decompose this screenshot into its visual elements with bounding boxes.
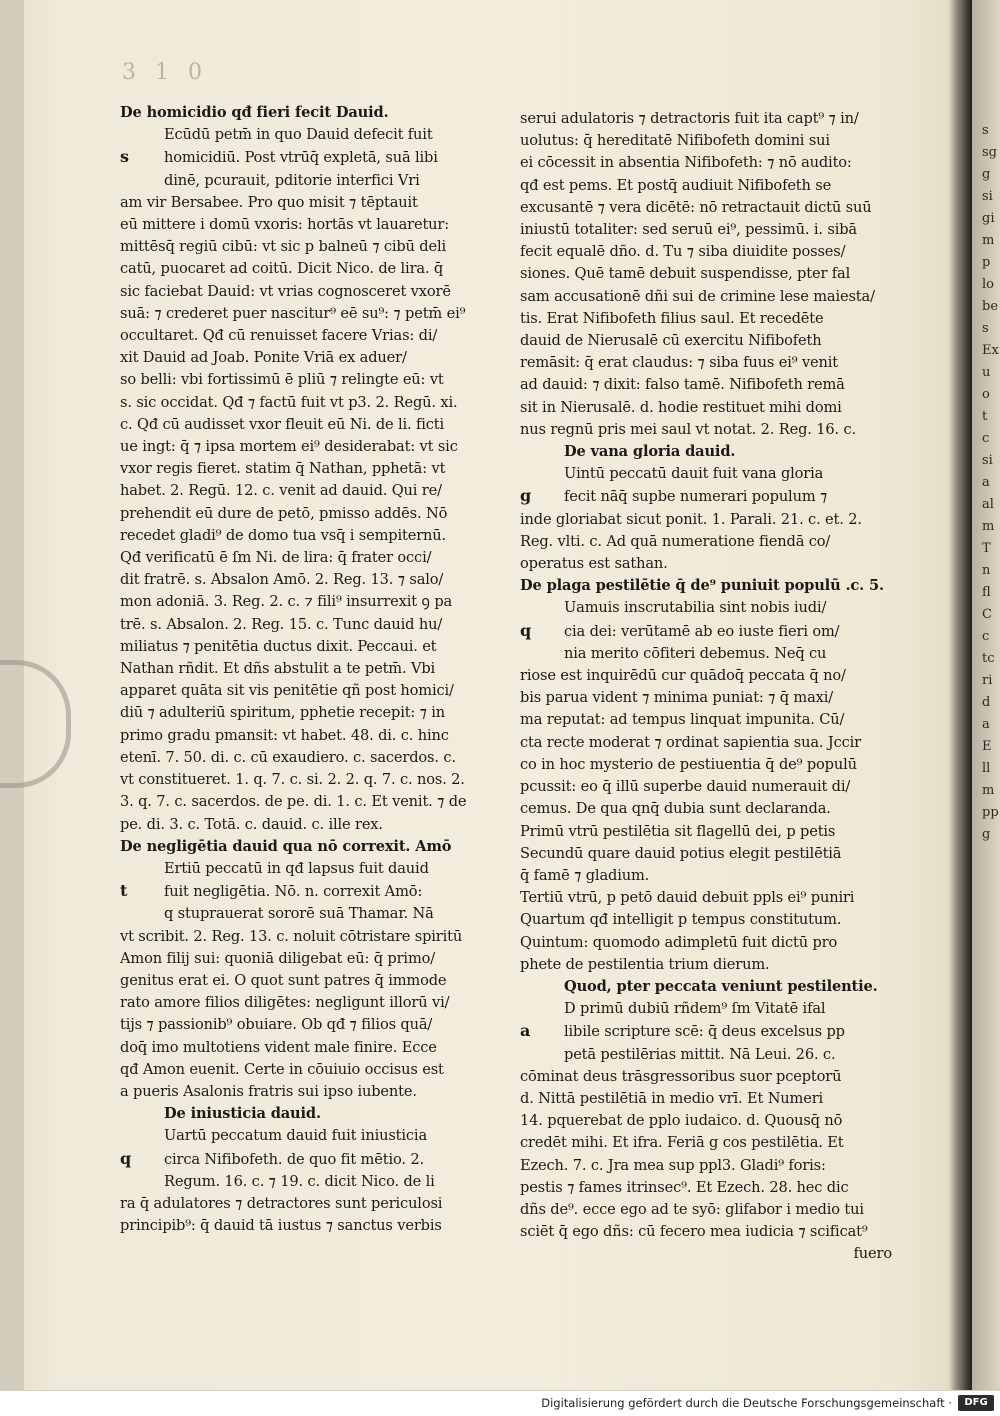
text-line bbox=[120, 1148, 508, 1171]
text-line: dauid de Nierusalē cū exercitu Nifibofeth bbox=[520, 332, 822, 350]
text-line: mon adoniā. 3. Reg. 2. c. ⁊ fili⁹ insurrexit ꝯ pa bbox=[120, 593, 453, 611]
text-line: pe. di. 3. c. Totā. c. dauid. c. ille rex. bbox=[120, 815, 383, 833]
text-line: Tertiū vtrū, p petō dauid debuit ppls ei⁹ puniri bbox=[520, 889, 855, 907]
text-line: Reg. vlti. c. Ad quā numeratione fiendā co/ bbox=[520, 532, 831, 550]
facing-page-fragment: al bbox=[982, 497, 994, 512]
text-line: tis. Erat Nifibofeth filius saul. Et recedēte bbox=[520, 309, 824, 327]
text-line: diū ⁊ adulteriū spiritum, pphetie recepit: ⁊ in bbox=[120, 704, 446, 722]
guide-letter: q bbox=[520, 620, 532, 640]
spine-shadow bbox=[948, 0, 972, 1390]
text-line: eū mittere i domū vxoris: hortās vt lauaretur: bbox=[120, 216, 449, 234]
text-line: phete de pestilentia trium dierum. bbox=[520, 955, 770, 973]
text-line: c. Qđ cū audisset vxor fleuit eū Ni. de li. ficti bbox=[120, 415, 445, 433]
facing-page-fragment: t bbox=[982, 409, 988, 424]
text-line: operatus est sathan. bbox=[520, 555, 668, 573]
text-line: Ertiū peccatū in qđ lapsus fuit dauid bbox=[164, 859, 429, 877]
text-line: vxor regis fieret. statim q̄ Nathan, pphetā: vt bbox=[120, 460, 446, 478]
text-line: ra q̄ adulatores ⁊ detractores sunt periculosi bbox=[120, 1194, 443, 1212]
facing-page-fragment: o bbox=[982, 387, 990, 402]
text-line: cemus. De qua qnq̄ dubia sunt declaranda. bbox=[520, 800, 831, 818]
facing-page-fragment: a bbox=[982, 717, 990, 732]
text-line: Amon filij sui: quoniā diligebat eū: q̄ primo/ bbox=[120, 949, 436, 967]
text-line: D primū dubiū rñdem⁹ ſm Vitatē ifal bbox=[564, 1000, 826, 1018]
facing-page-fragment: d bbox=[982, 695, 991, 710]
text-line: mittēsq̄ regiū cibū: vt sic p balneū ⁊ cibū deli bbox=[120, 238, 446, 256]
footer-bar bbox=[0, 1390, 1000, 1416]
text-line bbox=[520, 485, 912, 508]
text-line: q̄ famē ⁊ gladium. bbox=[520, 866, 650, 884]
facing-page-fragment: g bbox=[982, 167, 991, 182]
facing-page-fragment: m bbox=[982, 783, 995, 798]
text-line: riose est inquirēdū cur quādoq̄ peccata q̄ no/ bbox=[520, 667, 846, 685]
text-line: primo gradu pmansit: vt habet. 48. di. c. hinc bbox=[120, 726, 449, 744]
text-line-content: homicidiū. Post vtrūq̄ expletā, suā libi bbox=[164, 149, 438, 167]
text-line: Secundū quare dauid potius elegit pestilētiā bbox=[520, 844, 842, 862]
text-line: s. sic occidat. Qđ ⁊ factū fuit vt p3. 2. Regū. xi. bbox=[120, 393, 458, 411]
text-line: q stuprauerat sororē suā Thamar. Nā bbox=[164, 905, 434, 923]
text-line: excusantē ⁊ vera dicētē: nō retractauit dictū suū bbox=[520, 198, 872, 216]
facing-page-fragment: g bbox=[982, 827, 991, 842]
text-line: fecit equalē dño. d. Tu ⁊ siba diuidite posses/ bbox=[520, 243, 846, 261]
text-line: trē. s. Absalon. 2. Reg. 15. c. Tunc dauid hu/ bbox=[120, 615, 443, 633]
text-line: habet. 2. Regū. 12. c. venit ad dauid. Qui re/ bbox=[120, 482, 442, 500]
text-line: uolutus: q̄ hereditatē Nifibofeth domini sui bbox=[520, 132, 830, 150]
text-line: inde gloriabat sicut ponit. 1. Parali. 21. c. et. 2. bbox=[520, 510, 862, 528]
folio-number: 3 1 0 bbox=[122, 60, 208, 85]
text-line: serui adulatoris ⁊ detractoris fuit ita capt⁹ ⁊ in/ bbox=[520, 110, 859, 127]
text-line: prehendit eū dure de petō, pmisso addēs. Nō bbox=[120, 504, 448, 522]
facing-page-fragment: Ex bbox=[982, 343, 999, 358]
text-line: rato amore filios diligētes: negligunt illorū vi/ bbox=[120, 994, 450, 1012]
text-line: genitus erat ei. O quot sunt patres q̄ immode bbox=[120, 971, 447, 989]
text-line: catū, puocaret ad coitū. Dicit Nico. de lira. q̄ bbox=[120, 260, 444, 278]
guide-letter: s bbox=[120, 147, 129, 167]
section-heading: De negligētia dauid qua nō correxit. Amō bbox=[120, 837, 452, 855]
text-line-content: cia dei: verūtamē ab eo iuste fieri om/ bbox=[564, 622, 840, 640]
text-line: am vir Bersabee. Pro quo misit ⁊ tēptauit bbox=[120, 193, 418, 211]
text-line: qđ est pems. Et postq̄ audiuit Nifibofeth se bbox=[520, 176, 832, 194]
section-heading: De vana gloria dauid. bbox=[564, 443, 736, 461]
text-line: cta recte moderat ⁊ ordinat sapientia sua. Jccir bbox=[520, 733, 861, 751]
text-line: iniustū totaliter: sed seruū ei⁹, pessimū. i. sibā bbox=[520, 221, 857, 239]
text-line: qđ Amon euenit. Certe in cōuiuio occisus est bbox=[120, 1060, 444, 1078]
guide-letter: t bbox=[120, 881, 128, 901]
facing-page-fragment: u bbox=[982, 365, 991, 380]
facing-page-fragment: E bbox=[982, 739, 992, 754]
text-line: fuero bbox=[853, 1245, 892, 1263]
text-line: dinē, pcurauit, pditorie interfici Vri bbox=[164, 171, 420, 189]
text-line: xit Dauid ad Joab. Ponite Vriā ex aduer/ bbox=[120, 349, 407, 367]
text-line: dit fratrē. s. Absalon Amō. 2. Reg. 13. ⁊ salo/ bbox=[120, 571, 444, 589]
facing-page-fragment: ll bbox=[982, 761, 991, 776]
facing-page-fragment: ri bbox=[982, 673, 993, 688]
text-line: ue ingt: q̄ ⁊ ipsa mortem ei⁹ desiderabat: vt sic bbox=[120, 438, 458, 456]
facing-page-fragment: m bbox=[982, 233, 995, 248]
text-line: Ecūdū petm̄ in quo Dauid defecit fuit bbox=[164, 126, 433, 144]
facing-page-fragment: n bbox=[982, 563, 991, 578]
section-heading: Quod, pter peccata veniunt pestilentie. bbox=[564, 977, 878, 995]
facing-page-fragment: c bbox=[982, 629, 990, 644]
text-line: 3. q. 7. c. sacerdos. de pe. di. 1. c. Et venit. ⁊ de bbox=[120, 793, 467, 811]
dfg-logo: DFG bbox=[958, 1395, 994, 1411]
facing-page-fragment: p bbox=[982, 255, 991, 270]
text-line-content: fuit negligētia. Nō. n. correxit Amō: bbox=[164, 883, 423, 901]
section-heading: De plaga pestilētie q̄ de⁹ puniuit populū .c. 5. bbox=[520, 577, 884, 595]
text-line: nia merito cōfiteri debemus. Neq̄ cu bbox=[564, 644, 827, 662]
facing-page-fragment: pp bbox=[982, 805, 999, 820]
text-line: Primū vtrū pestilētia sit flagellū dei, p petis bbox=[520, 822, 836, 840]
text-line: doq̄ imo multotiens vident male finire. Ecce bbox=[120, 1038, 437, 1056]
text-line: Uintū peccatū dauit fuit vana gloria bbox=[564, 465, 824, 483]
text-line: ei cōcessit in absentia Nifibofeth: ⁊ nō audito: bbox=[520, 154, 852, 172]
text-line: d. Nittā pestilētiā in medio vrī. Et Numeri bbox=[520, 1089, 824, 1107]
text-line: Quintum: quomodo adimpletū fuit dictū pro bbox=[520, 933, 838, 951]
page-clip bbox=[0, 660, 71, 788]
text-line bbox=[520, 1020, 912, 1043]
facing-page-fragment: s bbox=[982, 123, 989, 138]
text-line bbox=[120, 146, 508, 169]
text-line-content: circa Nifibofeth. de quo fit mētio. 2. bbox=[164, 1150, 424, 1168]
guide-letter: g bbox=[520, 486, 532, 506]
text-line bbox=[520, 620, 912, 643]
text-line: cōminat deus trāsgressoribus suor pceptorū bbox=[520, 1067, 842, 1085]
facing-page-fragment: s bbox=[982, 321, 989, 336]
text-line-content: fecit nāq̄ supbe numerari populum ⁊ bbox=[564, 488, 828, 506]
guide-letter: q bbox=[120, 1148, 132, 1168]
text-line: 14. pquerebat de pplo iudaico. d. Quousq̄ nō bbox=[520, 1112, 843, 1130]
text-line: dñs de⁹. ecce ego ad te syō: glifabor i medio tui bbox=[520, 1200, 864, 1218]
text-line: pestis ⁊ fames itrinsec⁹. Et Ezech. 28. hec dic bbox=[520, 1178, 849, 1196]
guide-letter: a bbox=[520, 1021, 531, 1041]
text-line: sit in Nierusalē. d. hodie restituet mihi domi bbox=[520, 398, 842, 416]
text-line bbox=[120, 880, 508, 903]
text-line: miliatus ⁊ penitētia ductus dixit. Peccaui. et bbox=[120, 637, 437, 655]
text-line: Uartū peccatum dauid fuit iniusticia bbox=[164, 1127, 428, 1145]
text-line: vt scribit. 2. Reg. 13. c. noluit cōtristare spiritū bbox=[120, 927, 463, 945]
facing-page-fragment: gi bbox=[982, 211, 995, 226]
text-line: ma reputat: ad tempus linquat impunita. Cū/ bbox=[520, 711, 845, 729]
text-line: Qđ verificatū ē ſm Ni. de lira: q̄ frater occi/ bbox=[120, 549, 432, 567]
facing-page-fragment: c bbox=[982, 431, 990, 446]
text-line: petā pestilērias mittit. Nā Leui. 26. c. bbox=[564, 1045, 836, 1063]
facing-page-fragment: T bbox=[982, 541, 991, 556]
section-heading: De homicidio qđ fieri fecit Dauid. bbox=[120, 104, 389, 121]
text-line: Quartum qđ intelligit p tempus constitutum. bbox=[520, 911, 842, 929]
text-line: principib⁹: q̄ dauid tā iustus ⁊ sanctus verbis bbox=[120, 1217, 442, 1235]
text-line-content: libile scripture scē: q̄ deus excelsus pp bbox=[564, 1023, 845, 1041]
text-line: sic faciebat Dauid: vt vrias cognosceret vxorē bbox=[120, 282, 451, 300]
text-line: sam accusationē dñi sui de crimine lese maiesta/ bbox=[520, 287, 875, 305]
facing-page-fragment: a bbox=[982, 475, 990, 490]
text-line: siones. Quē tamē debuit suspendisse, pter fal bbox=[520, 265, 851, 283]
text-line: tijs ⁊ passionib⁹ obuiare. Ob qđ ⁊ filios quā/ bbox=[120, 1016, 433, 1034]
text-line: a pueris Asalonis fratris sui ipso iubente. bbox=[120, 1082, 417, 1100]
facing-page-fragment: tc bbox=[982, 651, 995, 666]
text-line: vt constitueret. 1. q. 7. c. si. 2. 2. q. 7. c. nos. 2. bbox=[120, 771, 465, 789]
text-line: so belli: vbi fortissimū ē pliū ⁊ relingte eū: vt bbox=[120, 371, 444, 389]
text-line: pcussit: eo q̄ illū superbe dauid numerauit di/ bbox=[520, 778, 851, 796]
text-line: Uamuis inscrutabilia sint nobis iudi/ bbox=[564, 599, 827, 617]
text-line: remāsit: q̄ erat claudus: ⁊ siba fuus ei⁹ venit bbox=[520, 354, 839, 372]
text-line: occultaret. Qđ cū renuisset facere Vrias: di/ bbox=[120, 327, 438, 345]
section-heading: De iniusticia dauid. bbox=[164, 1105, 321, 1123]
text-line: co in hoc mysterio de pestiuentia q̄ de⁹ populū bbox=[520, 755, 857, 773]
left-text-column bbox=[120, 102, 508, 1237]
text-line: Ezech. 7. c. Jra mea sup ppl3. Gladi⁹ foris: bbox=[520, 1156, 826, 1174]
facing-page-fragment: m bbox=[982, 519, 995, 534]
text-line: bis parua vident ⁊ minima puniat: ⁊ q̄ maxi/ bbox=[520, 689, 834, 707]
facing-page-fragment: fl bbox=[982, 585, 991, 600]
funding-credit: Digitalisierung gefördert durch die Deutsche Forschungsgemeinschaft · bbox=[541, 1396, 952, 1410]
facing-page-fragment: C bbox=[982, 607, 992, 622]
facing-page-fragment: be bbox=[982, 299, 999, 314]
text-line: etenī. 7. 50. di. c. cū exaudiero. c. sacerdos. c. bbox=[120, 748, 456, 766]
text-line: nus regnū pris mei saul vt notat. 2. Reg. 16. c. bbox=[520, 420, 857, 438]
facing-page-fragment: sg bbox=[982, 145, 997, 160]
text-line: Nathan rñdit. Et dñs abstulit a te petm̄. Vbi bbox=[120, 660, 436, 678]
text-line: recedet gladi⁹ de domo tua vsq̄ i sempiternū. bbox=[120, 526, 447, 544]
facing-page-fragment: si bbox=[982, 189, 993, 204]
text-line: apparet quāta sit vis penitētie qñ post homici/ bbox=[120, 682, 454, 700]
facing-page-fragment: lo bbox=[982, 277, 994, 292]
text-line: credēt mihi. Et ifra. Feriā g cos pestilētia. Et bbox=[520, 1134, 844, 1152]
text-line: suā: ⁊ crederet puer nascitur⁹ eē su⁹: ⁊ petm̄ ei⁹ bbox=[120, 304, 466, 322]
facing-page-fragments bbox=[982, 120, 1000, 846]
text-line: Regum. 16. c. ⁊ 19. c. dicit Nico. de li bbox=[164, 1172, 435, 1190]
text-line: sciēt q̄ ego dñs: cū fecero mea iudicia ⁊ scificat⁹ bbox=[520, 1223, 868, 1241]
text-line: ad dauid: ⁊ dixit: falso tamē. Nifibofeth remā bbox=[520, 376, 845, 394]
right-text-column bbox=[520, 108, 912, 1266]
facing-page-fragment: si bbox=[982, 453, 993, 468]
